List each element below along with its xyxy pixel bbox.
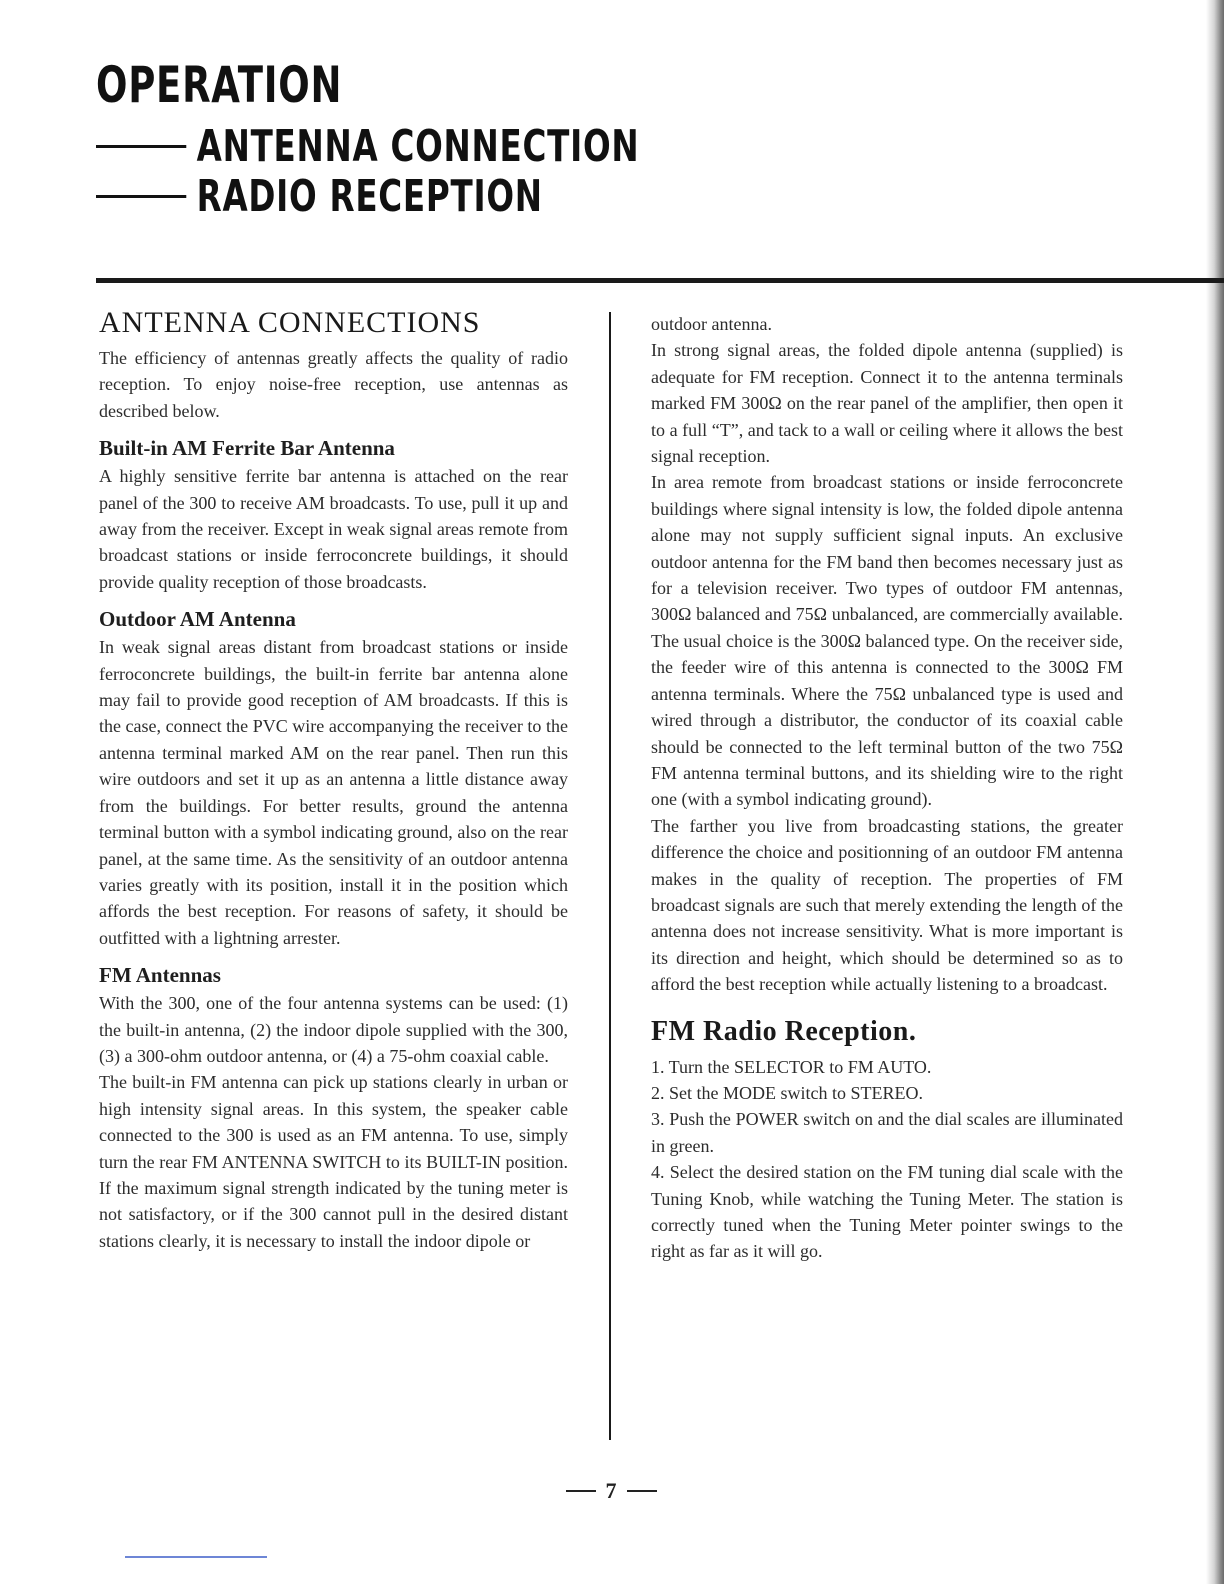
remote-area-paragraph: In area remote from broadcast stations or inside ferroconcrete buildings where signal intensity is low, the folded dipole antenna alone may not supply sufficient signal inputs. An exclusive outdoor antenna for the FM band then becomes necessary just as for a television receiver. Two types of outdoor FM antennas, 300Ω balanced and 75Ω unbalanced, are commercially available. The usual choice is the 300Ω balanced type. On the receiver side, the feeder wire of this antenna is connected to the 300Ω FM antenna terminals. Where the 75Ω unbalanced type is used and wired through a distributor, the conductor of its coaxial cable should be connected to the left terminal button of the two 75Ω FM antenna terminal buttons, and its shielding wire to the right one (with a symbol indicating ground).: [651, 472, 1123, 810]
left-column: [99, 305, 568, 1254]
subtitle-radio-reception: [96, 172, 543, 222]
page-edge-shadow: [1206, 0, 1224, 1584]
ferrite-antenna-heading: Built-in AM Ferrite Bar Antenna: [99, 436, 395, 461]
fm-antennas-paragraph-2: The built-in FM antenna can pick up stations clearly in urban or high intensity signal areas. In this system, the speaker cable connected to the 300 is used as an FM antenna. To use, simply turn the rear FM ANTENNA SWITCH to its BUILT-IN position. If the maximum signal strength indicated by the tuning meter is not satisfactory, or if the 300 cannot pull in the desired distant stations clearly, it is necessary to install the indoor dipole or: [99, 1072, 568, 1251]
page-number-text: 7: [605, 1478, 617, 1503]
header-rule: [96, 278, 1224, 283]
title-dash: [96, 195, 186, 198]
list-item: 1. Turn the SELECTOR to FM AUTO.: [651, 1056, 932, 1077]
subtitle-antenna-connection: [96, 122, 639, 172]
outdoor-am-paragraph: In weak signal areas distant from broadcast stations or inside ferroconcrete buildings, the built-in ferrite bar antenna alone may fail to provide good reception of AM broadcasts. If this is the case, connect the PVC wire accompanying the receiver to the antenna terminal marked AM on the rear panel. Then run this wire outdoors and set it up as an antenna a little distance away from the buildings. For better results, ground the antenna terminal button with a symbol indicating ground, also on the rear panel, at the same time. As the sensitivity of an outdoor antenna varies greatly with its position, install it in the position which affords the best reception. For reasons of safety, it should be outfitted with a lightning arrester.: [99, 637, 568, 948]
positioning-paragraph: The farther you live from broadcasting stations, the greater difference the choice and positionning of an outdoor FM antenna makes in the quality of reception. The properties of FM broadcast signals are such that merely extending the length of the antenna does not increase sensitivity. What is more important is its direction and height, which should be determined so as to afford the best reception while actually listening to a broadcast.: [651, 815, 1123, 995]
right-column: [651, 311, 1123, 1265]
continued-paragraph: outdoor antenna.: [651, 314, 772, 334]
page-number-dash: [566, 1490, 596, 1492]
strong-signal-paragraph: In strong signal areas, the folded dipole antenna (supplied) is adequate for FM reception. Connect it to the antenna terminals marked FM 300Ω on the rear panel of the amplifier, then open it to a full “T”, and tack to a wall or ceiling where it allows the best signal reception.: [651, 340, 1123, 467]
fm-reception-heading: FM Radio Reception.: [651, 1015, 917, 1047]
page-title: OPERATION: [96, 56, 343, 114]
scan-mark: [125, 1556, 267, 1558]
outdoor-am-heading: Outdoor AM Antenna: [99, 607, 296, 632]
list-item: 4. Select the desired station on the FM tuning dial scale with the Tuning Knob, while watching the Tuning Meter. The station is correctly tuned when the Tuning Meter pointer swings to the right as far as it will go.: [651, 1162, 1123, 1262]
fm-antennas-heading: FM Antennas: [99, 963, 221, 988]
list-item: 3. Push the POWER switch on and the dial scales are illuminated in green.: [651, 1109, 1123, 1156]
list-item: 2. Set the MODE switch to STEREO.: [651, 1082, 923, 1103]
fm-antennas-paragraph-1: With the 300, one of the four antenna systems can be used: (1) the built-in antenna, (2) the indoor dipole supplied with the 300, (3) a 300-ohm outdoor antenna, or (4) a 75-ohm coaxial cable.: [99, 993, 568, 1066]
title-dash: [96, 145, 186, 148]
subtitle-text: ANTENNA CONNECTION: [196, 121, 640, 172]
page-number-dash: [627, 1490, 657, 1492]
page-number: [556, 1478, 666, 1504]
intro-paragraph: The efficiency of antennas greatly affects the quality of radio reception. To enjoy noise-free reception, use antennas as described below.: [99, 348, 568, 421]
reception-steps: [651, 1054, 1123, 1265]
antenna-connections-heading: ANTENNA CONNECTIONS: [99, 306, 481, 339]
column-divider: [609, 312, 611, 1440]
subtitle-text: RADIO RECEPTION: [196, 171, 543, 222]
ferrite-antenna-paragraph: A highly sensitive ferrite bar antenna is attached on the rear panel of the 300 to receive AM broadcasts. To use, pull it up and away from the receiver. Except in weak signal areas remote from broadcast stations or inside ferroconcrete buildings, it should provide quality reception of those broadcasts.: [99, 466, 568, 592]
